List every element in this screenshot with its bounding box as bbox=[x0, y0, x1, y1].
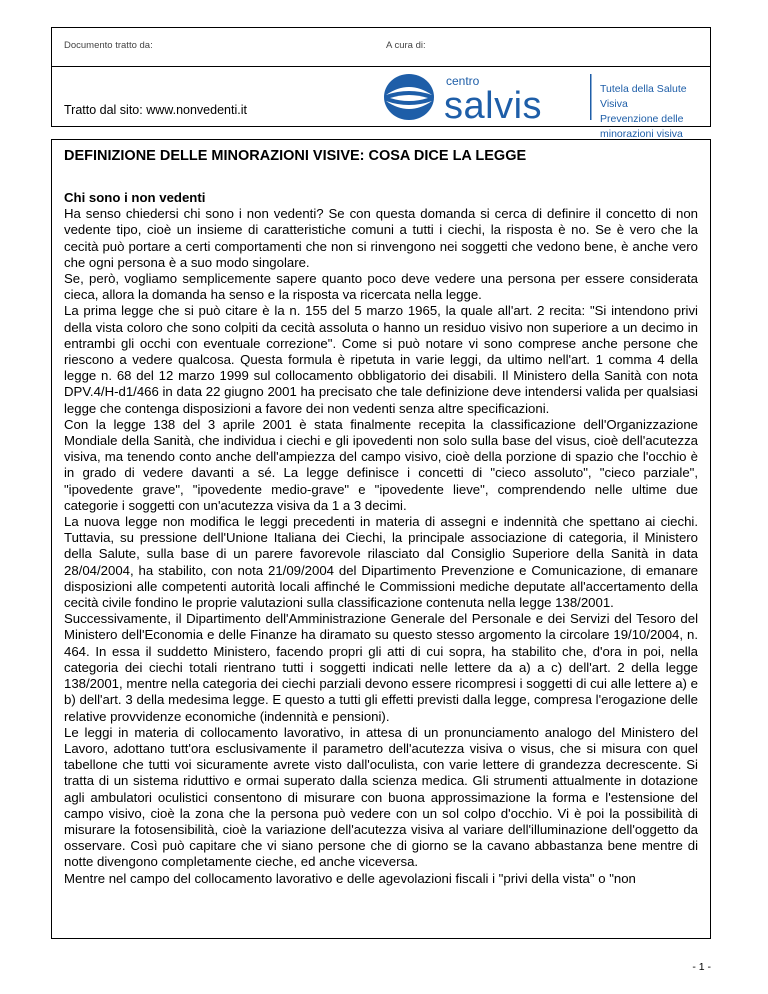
tagline-line-2: Prevenzione delle minorazioni visiva bbox=[600, 113, 684, 140]
paragraph-1: Ha senso chiedersi chi sono i non vedenti? Se con questa domanda si cerca di definire il concetto di non vedente tipo, cioè un insieme di caratteristiche comuni a tutti i ciechi, la risposta è no. Se è vero che la cecità può portare a certi comportamenti che non si rinvengono nei soggetti che vedono bene, è anche vero che ogni persona è a suo modo singolare. bbox=[64, 206, 698, 270]
document-header bbox=[51, 27, 711, 140]
section-heading: Chi sono i non vedenti bbox=[64, 190, 206, 205]
paragraph-6: Successivamente, il Dipartimento dell'Amministrazione Generale del Personale e dei Servizi del Tesoro del Ministero dell'Economia e delle Finanze ha diramato su questo stesso argomento la circolare 19/10/2004, n. 464. In essa il suddetto Ministero, facendo propri gli atti di cui sopra, ha stabilito che, d'ora in poi, nella categoria dei ciechi totali rientrano tutti i soggetti indicati nelle lettere da a) a c) dell'art. 2 della legge 138/2001, mentre nella categoria dei ciechi parziali devono essere ricompresi i soggetti di cui alle lettere a) e b) dell'art. 3 della medesima legge. E questo a tutti gli effetti previsti dalla legge, compresa l'erogazione delle relative provvidenze economiche (indennità e pensioni). bbox=[64, 611, 698, 724]
source-site: Tratto dal sito: www.nonvedenti.it bbox=[64, 103, 247, 117]
source-label: Documento tratto da: bbox=[64, 40, 153, 51]
paragraph-2: Se, però, vogliamo semplicemente sapere quanto poco deve vedere una persona per essere considerata cieca, allora la domanda ha senso e la risposta va ricercata nella legge. bbox=[64, 271, 698, 303]
curator-label: A cura di: bbox=[386, 40, 426, 51]
document-body bbox=[51, 139, 711, 939]
document-title: DEFINIZIONE DELLE MINORAZIONI VISIVE: COSA DICE LA LEGGE bbox=[64, 148, 527, 164]
svg-text:centro: centro bbox=[446, 74, 480, 88]
paragraph-7: Le leggi in materia di collocamento lavorativo, in attesa di un pronunciamento analogo del Ministero del Lavoro, adottano tutt'ora esclusivamente il parametro dell'acutezza visiva o visus, che si misura con quel tabellone che tutti voi sicuramente avrete visto dall'oculista, con varie lettere di grandezza decrescente. Si tratta di un sistema riduttivo e ormai superato dalla scienza medica. Gli strumenti attualmente in dotazione agli ambulatori oculistici consentono di misurare con buona approssimazione la forma e l'estensione del campo visivo, cioè la zona che la persona può vedere con un sol colpo d'occhio. Vi è poi la possibilità di misurare la fotosensibilità, cioè la variazione dell'acutezza visiva al variare dell'illuminazione dell'oggetto da osservare. Così può capitare che vi siano persone che di giorno se la cavano abbastanza bene mentre di notte divengono completamente cieche, ed anche viceversa. bbox=[64, 724, 698, 870]
paragraph-8: Mentre nel campo del collocamento lavorativo e delle agevolazioni fiscali i "privi della vista" o "non bbox=[64, 870, 636, 886]
paragraph-5: La nuova legge non modifica le leggi precedenti in materia di assegni e indennità che spettano ai ciechi. Tuttavia, su pressione dell'Unione Italiana dei Ciechi, la principale associazione di categoria, il Ministero della Salute, sulla base di un parere favorevole rilasciato dal Consiglio Superiore della Sanità in data 28/04/2004, ha stabilito, con nota 21/09/2004 del Dipartimento Prevenzione e Comunicazione, di emanare disposizioni alle competenti autorità locali affinché le Commissioni mediche deputate all'accertamento della cecità civile fondino le proprie valutazioni sulla classificazione contenuta nella legge 138/2001. bbox=[64, 514, 698, 611]
logo-tagline bbox=[600, 82, 712, 142]
centro-salvis-logo bbox=[382, 68, 712, 140]
page-number: - 1 - bbox=[692, 961, 711, 973]
paragraph-4: Con la legge 138 del 3 aprile 2001 è stata finalmente recepita la classificazione dell'Organizzazione Mondiale della Sanità, che individua i ciechi e gli ipovedenti non solo sulla base del visus, cioè dell'acutezza visiva, ma tenendo conto anche dell'ampiezza del campo visivo, cioè della porzione di spazio che l'occhio è in grado di vedere davanti a sé. La legge definisce i concetti di "cieco assoluto", "cieco parziale", "ipovedente grave", "ipovedente medio-grave" e "ipovedente lieve", comprendendo nelle ultime due categorie i soggetti con un'acutezza visiva da 1 a 3 decimi. bbox=[64, 416, 698, 513]
header-top-row bbox=[52, 28, 710, 67]
tagline-line-1: Tutela della Salute Visiva bbox=[600, 83, 687, 110]
svg-text:salvis: salvis bbox=[444, 85, 543, 126]
paragraph-3: La prima legge che si può citare è la n. 155 del 5 marzo 1965, la quale all'art. 2 recita: "Si intendono privi della vista coloro che sono colpiti da cecità assoluta o hanno un residuo visivo non superiore a un decimo in entrambi gli occhi con eventuale correzione". Come si può notare vi sono comprese anche persone che riescono a vedere qualcosa. Questa formula è ripetuta in varie leggi, da ultimo nell'art. 1 comma 4 della legge n. 68 del 12 marzo 1999 sul collocamento obbligatorio dei disabili. Il Ministero della Sanità con nota DPV.4/H-d1/466 in data 22 giugno 2001 ha precisato che tale definizione deve intendersi valida per qualsiasi legge che contenga disposizioni a favore dei non vedenti senza altre specificazioni. bbox=[64, 303, 698, 416]
